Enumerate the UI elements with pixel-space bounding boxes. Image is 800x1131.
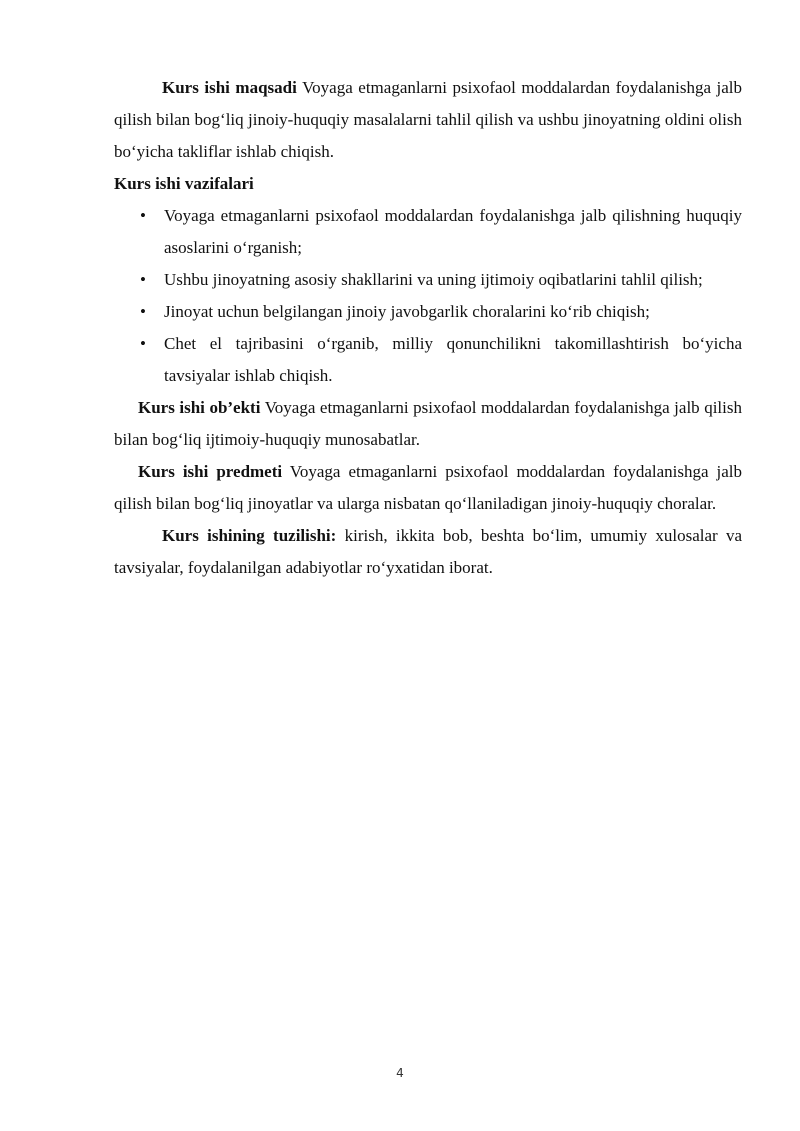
subject-paragraph	[114, 456, 742, 520]
bullet-icon: •	[140, 270, 146, 289]
tasks-list	[114, 200, 742, 392]
subject-text: Voyaga etmaganlarni psixofaol moddalardan foydalanishga jalb qilish bilan bog‘liq jinoyatlar va ularga nisbatan qo‘llaniladigan jinoiy-huquqiy choralar.	[114, 462, 743, 513]
object-label: Kurs ishi ob’ekti	[138, 398, 261, 417]
page-number: 4	[396, 1066, 404, 1080]
structure-label: Kurs ishining tuzilishi:	[162, 526, 337, 545]
bullet-icon: •	[140, 302, 146, 321]
task-item-text: Ushbu jinoyatning asosiy shakllarini va uning ijtimoiy oqibatlarini tahlil qilish;	[164, 270, 703, 289]
task-item	[114, 264, 742, 296]
goal-paragraph	[114, 72, 742, 168]
task-item-text: Voyaga etmaganlarni psixofaol moddalardan foydalanishga jalb qilishning huquqiy asoslarini o‘rganish;	[164, 206, 742, 257]
object-paragraph	[114, 392, 742, 456]
goal-label: Kurs ishi maqsadi	[162, 78, 297, 97]
subject-label: Kurs ishi predmeti	[138, 462, 283, 481]
task-item	[114, 200, 742, 264]
task-item	[114, 328, 742, 392]
structure-text: kirish, ikkita bob, beshta bo‘lim, umumiy xulosalar va tavsiyalar, foydalanilgan adabiyotlar ro‘yxatidan iborat.	[114, 526, 742, 577]
structure-paragraph	[114, 520, 742, 584]
task-item-text: Jinoyat uchun belgilangan jinoiy javobgarlik choralarini ko‘rib chiqish;	[164, 302, 650, 321]
task-item	[114, 296, 742, 328]
bullet-icon: •	[140, 334, 146, 353]
document-page	[114, 72, 742, 584]
goal-text: Voyaga etmaganlarni psixofaol moddalardan foydalanishga jalb qilish bilan bog‘liq jinoiy-huquqiy masalalarni tahlil qilish va ushbu jinoyatning oldini olish bo‘yicha takliflar ishlab chiqish.	[114, 78, 743, 161]
object-text: Voyaga etmaganlarni psixofaol moddalardan foydalanishga jalb qilish bilan bog‘liq ijtimoiy-huquqiy munosabatlar.	[114, 398, 742, 449]
bullet-icon: •	[140, 206, 146, 225]
tasks-heading: Kurs ishi vazifalari	[114, 174, 254, 193]
task-item-text: Chet el tajribasini o‘rganib, milliy qonunchilikni takomillashtirish bo‘yicha tavsiyalar ishlab chiqish.	[164, 334, 742, 385]
